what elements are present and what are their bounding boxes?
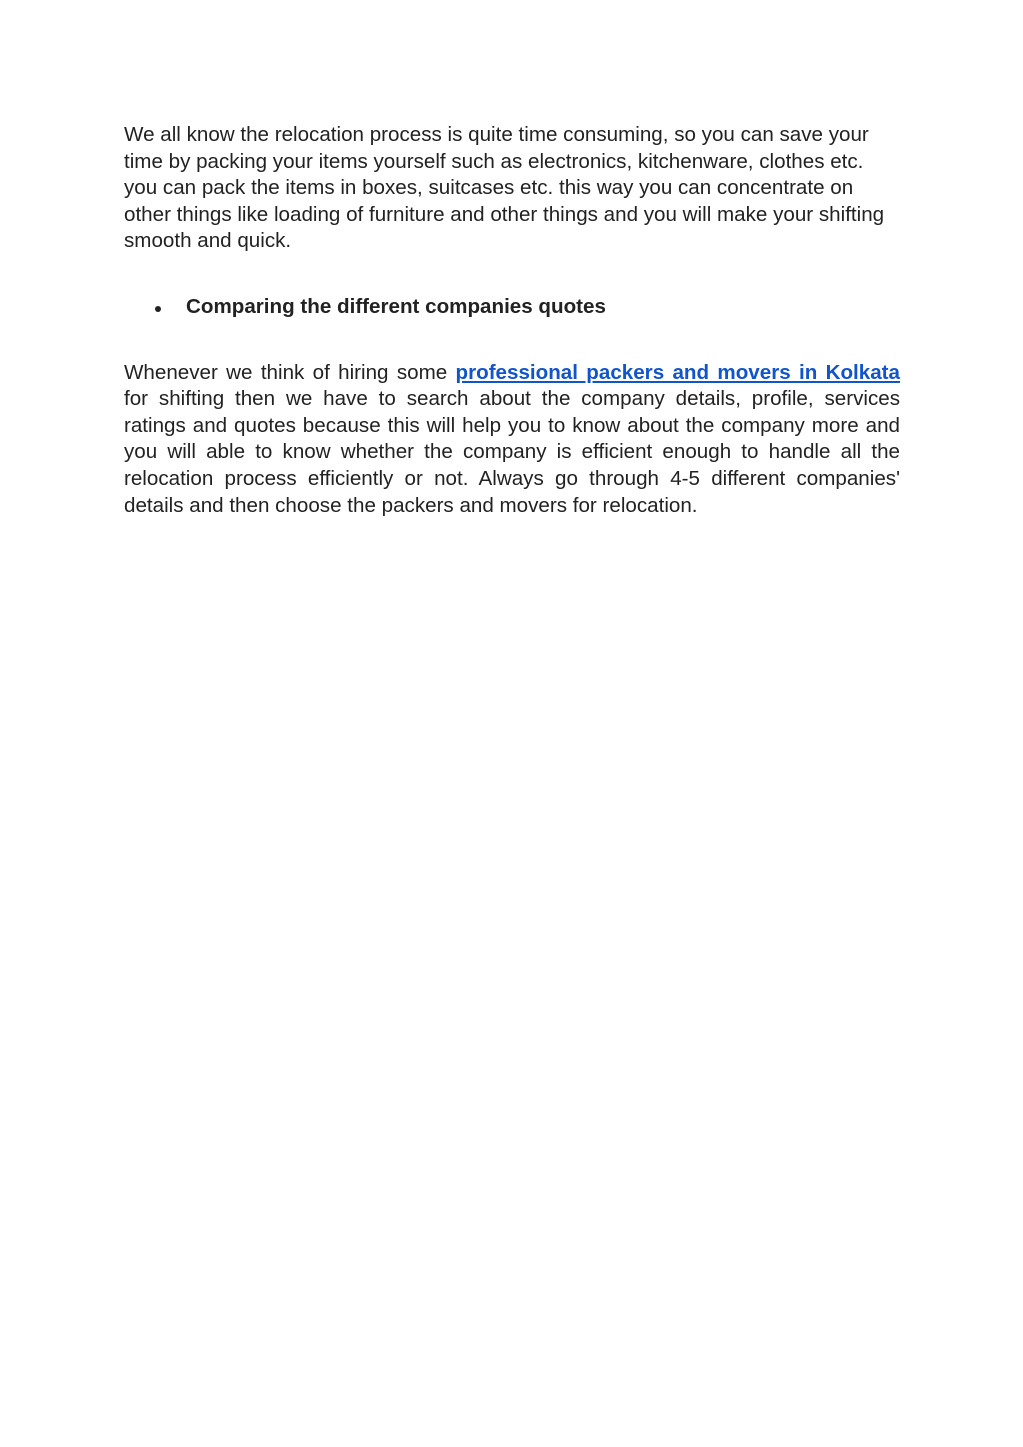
bullet-list xyxy=(124,294,900,321)
bullet-item xyxy=(124,294,900,321)
intro-paragraph: We all know the relocation process is quite time consuming, so you can save your time by packing your items yourself such as electronics, kitchenware, clothes etc. you can pack the items in boxes, suitcases etc. this way you can concentrate on other things like loading of furniture and other things and you will make your shifting smooth and quick. xyxy=(124,123,885,253)
bullet-heading: Comparing the different companies quotes xyxy=(186,294,606,318)
document-body xyxy=(124,122,900,519)
paragraph-text-after-link: for shifting then we have to search about the company details, profile, services ratings and quotes because this will help you to know about the company more and you will able to know whether the company is efficient enough to handle all the relocation process efficiently or not. Always go through 4-5 different companies' details and then choose the packers and movers for relocation. xyxy=(124,387,900,517)
packers-movers-kolkata-link[interactable]: professional packers and movers in Kolkata xyxy=(455,360,900,384)
paragraph-text-before-link: Whenever we think of hiring some xyxy=(124,360,456,384)
bullet-dot-icon xyxy=(155,306,161,312)
companies-paragraph xyxy=(124,360,900,520)
